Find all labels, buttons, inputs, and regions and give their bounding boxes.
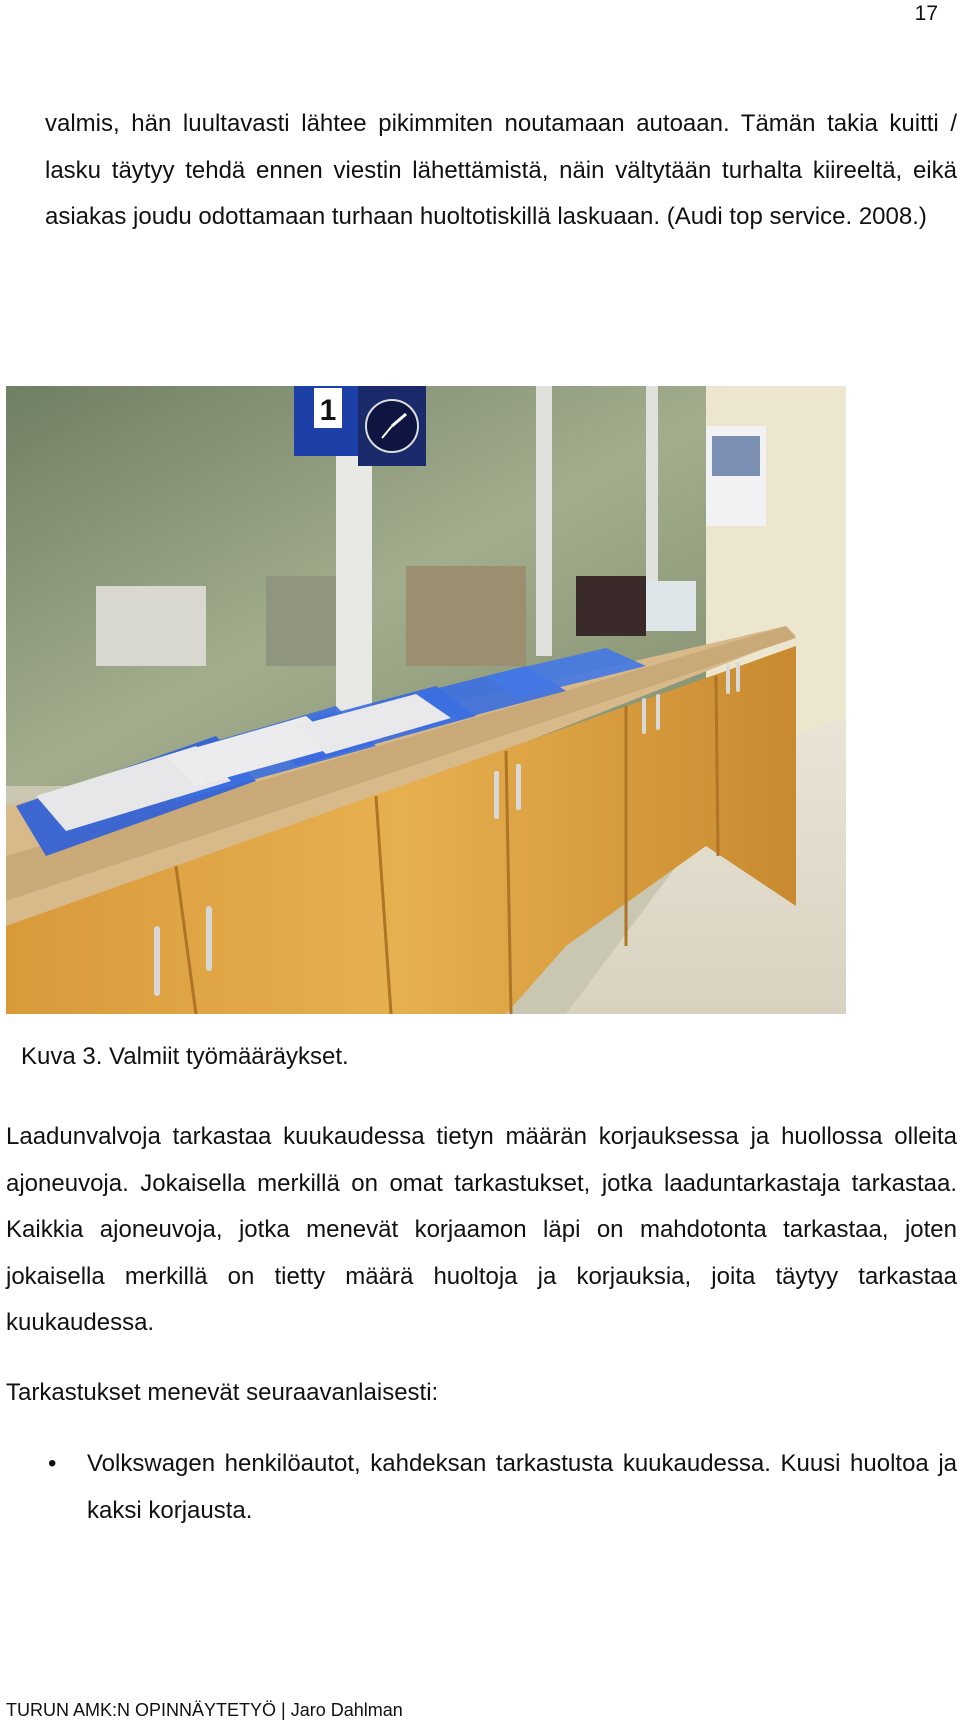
list-item-text: Volkswagen henkilöautot, kahdeksan tarkastusta kuukaudessa. Kuusi huoltoa ja kaksi korjausta. [87, 1450, 957, 1524]
page-number: 17 [914, 2, 938, 25]
bullet-icon: • [48, 1450, 57, 1477]
counter-number-sign: 1 [319, 394, 337, 427]
photo-service-counter [6, 386, 846, 1014]
figure-caption: Kuva 3. Valmiit työmääräykset. [21, 1043, 349, 1070]
body-paragraph-3: Tarkastukset menevät seuraavanlaisesti: [6, 1379, 439, 1406]
list-item [0, 1441, 957, 1534]
body-paragraph-1: valmis, hän luultavasti lähtee pikimmiten noutamaan autoaan. Tämän takia kuitti / lasku täytyy tehdä ennen viestin lähettämistä, näin vältytään turhalta kiireeltä, eikä asiakas joudu odottamaan turhaan huoltotiskillä laskuaan. (Audi top service. 2008.) [45, 110, 957, 230]
inspection-list [0, 1441, 957, 1534]
body-paragraph-2: Laadunvalvoja tarkastaa kuukaudessa tietyn määrän korjauksessa ja huollossa olleita ajoneuvoja. Jokaisella merkillä on omat tarkastukset, jotka laaduntarkastaja tarkastaa. Kaikkia ajoneuvoja, jotka menevät korjaamon läpi on mahdotonta tarkastaa, joten jokaisella merkillä on tietty määrä huoltoja ja korjauksia, joita täytyy tarkastaa kuukaudessa. [6, 1123, 957, 1336]
page-footer: TURUN AMK:N OPINNÄYTETYÖ | Jaro Dahlman [6, 1700, 403, 1720]
